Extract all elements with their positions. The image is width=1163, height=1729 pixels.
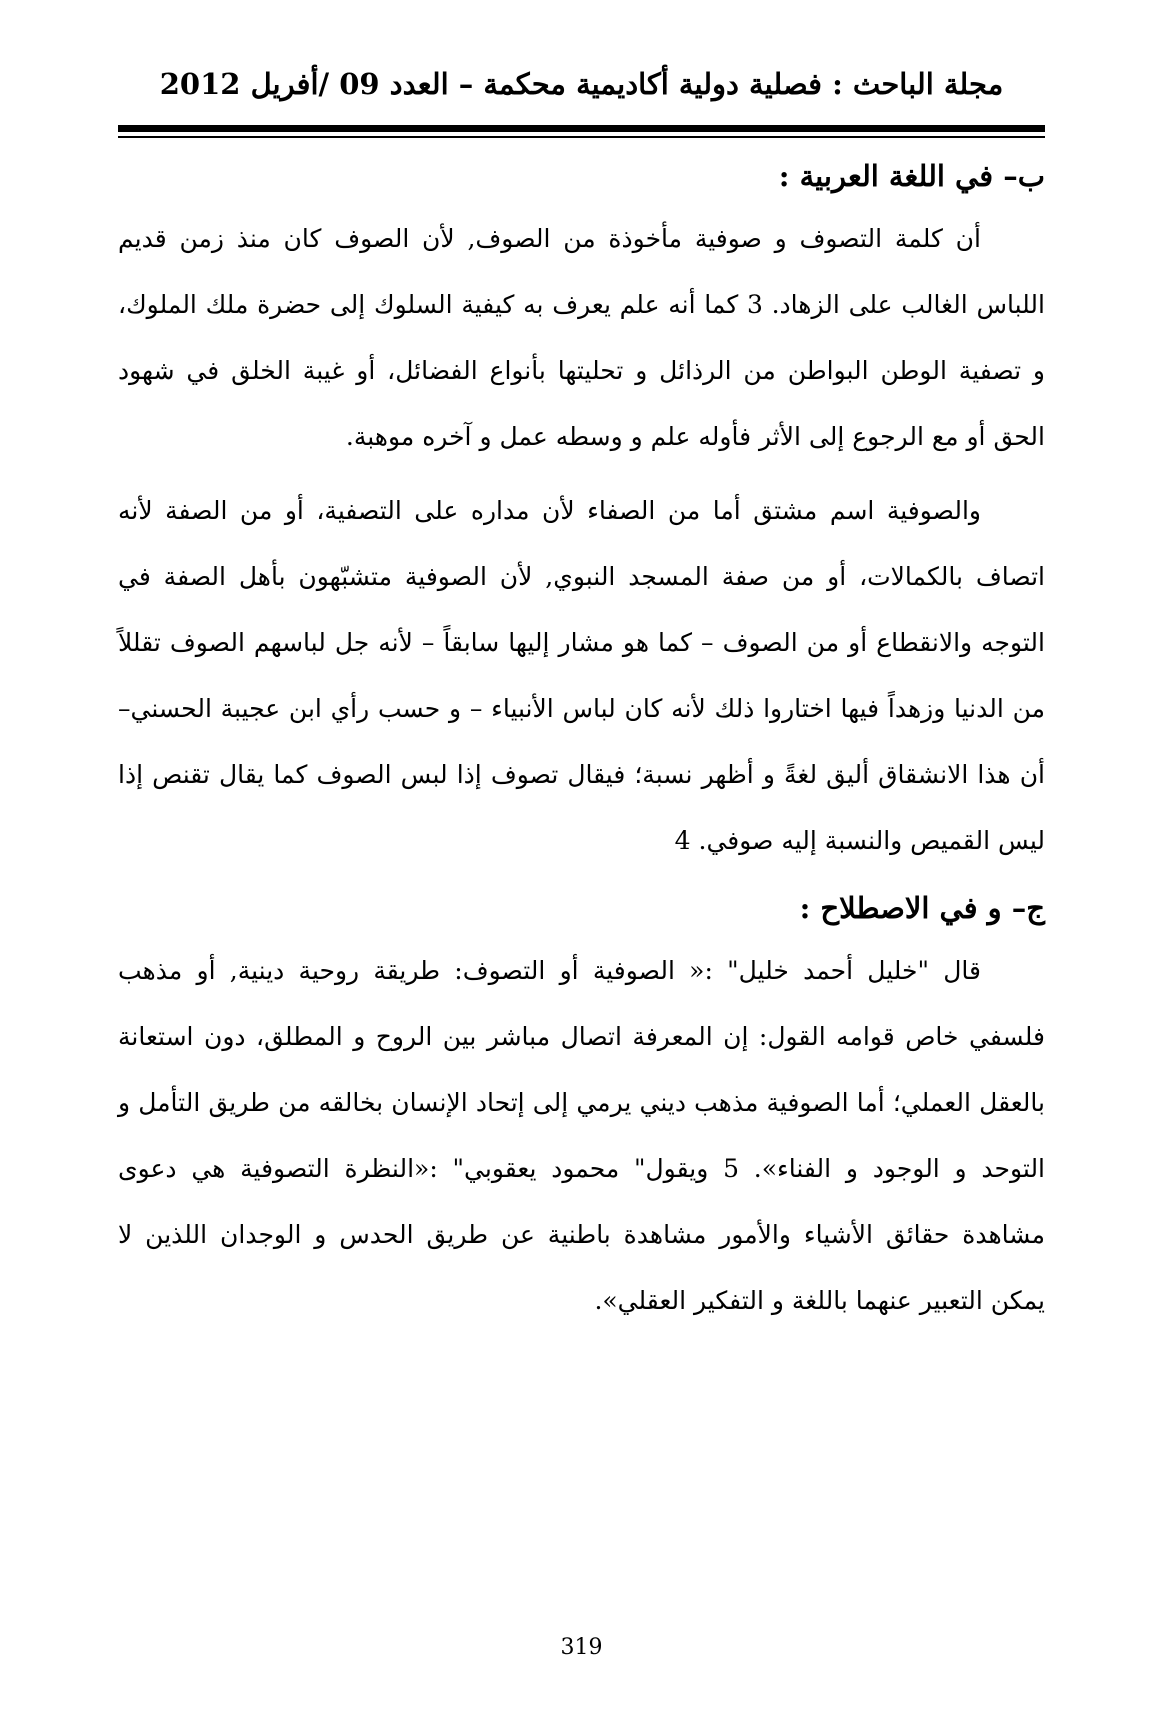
paragraph-2: والصوفية اسم مشتق أما من الصفاء لأن مداره على التصفية، أو من الصفة لأنه اتصاف بالكمالات، أو من صفة المسجد النبوي, لأن الصوفية متشبّهون بأهل الصفة في التوجه والانقطاع أو من الصوف – كما هو مشار إليها سابقاً – لأنه جل لباسهم الصوف تقللاً من الدنيا وزهداً فيها اختاروا ذلك لأنه كان لباس الأنبياء – و حسب رأي ابن عجيبة الحسني– أن هذا الانشقاق أليق لغةً و أظهر نسبة؛ فيقال تصوف إذا لبس الصوف كما يقال تقنص إذا ليس القميص والنسبة إليه صوفي. 4: [118, 496, 1045, 855]
paragraph-3: قال "خليل أحمد خليل" :« الصوفية أو التصوف: طريقة روحية دينية, أو مذهب فلسفي خاص قوامه القول: إن المعرفة اتصال مباشر بين الروح و المطلق، دون استعانة بالعقل العملي؛ أما الصوفية مذهب ديني يرمي إلى إتحاد الإنسان بخالقه من طريق التأمل و التوحد و الوجود و الفناء». 5 ويقول" محمود يعقوبي" :«النظرة التصوفية هي دعوى مشاهدة حقائق الأشياء والأمور مشاهدة باطنية عن طريق الحدس و الوجدان اللذين لا يمكن التعبير عنهما باللغة و التفكير العقلي».: [118, 956, 1046, 1315]
header-rule-thin: [118, 136, 1045, 138]
page-body: [118, 146, 1045, 1334]
paragraph-1: أن كلمة التصوف و صوفية مأخوذة من الصوف, لأن الصوف كان منذ زمن قديم اللباس الغالب على الزهاد. 3 كما أنه علم يعرف به كيفية السلوك إلى حضرة ملك الملوك، و تصفية الوطن البواطن من الرذائل و تحليتها بأنواع الفضائل، أو غيبة الخلق في شهود الحق أو مع الرجوع إلى الأثر فأوله علم و وسطه عمل و آخره موهبة.: [118, 224, 1045, 451]
header-rule-thick: [118, 125, 1045, 132]
section-heading-terminology: ج– و في الاصطلاح :: [799, 891, 1045, 925]
section-heading-arabic-language: ب– في اللغة العربية :: [778, 159, 1045, 193]
page-number: 319: [560, 1635, 603, 1660]
journal-header: مجلة الباحث : فصلية دولية أكاديمية محكمة – العدد 09 /أفريل 2012: [159, 67, 1004, 101]
